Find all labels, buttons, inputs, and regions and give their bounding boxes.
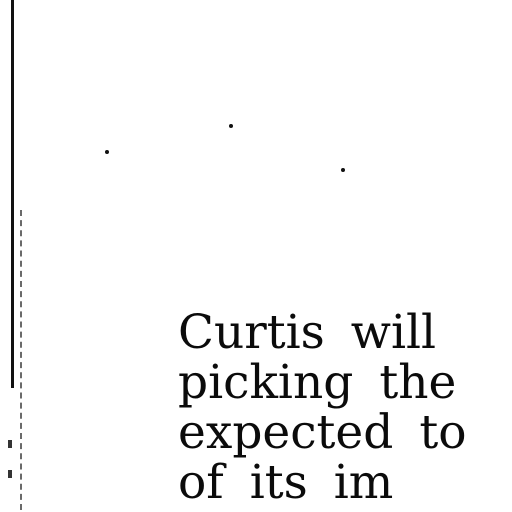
word: will bbox=[350, 305, 437, 360]
word: expected bbox=[178, 405, 394, 460]
rule-mark bbox=[8, 470, 12, 478]
text-line bbox=[178, 355, 512, 410]
word: im bbox=[333, 455, 394, 510]
column-rule-dashed bbox=[20, 210, 22, 510]
text-line bbox=[178, 405, 512, 460]
word: of bbox=[178, 455, 224, 510]
print-speck bbox=[105, 150, 109, 154]
word: the bbox=[379, 355, 457, 410]
text-line bbox=[178, 455, 512, 510]
rule-mark bbox=[8, 440, 12, 448]
text-line bbox=[178, 305, 512, 360]
article-text bbox=[178, 305, 512, 510]
print-speck bbox=[229, 124, 233, 128]
print-speck bbox=[341, 168, 345, 172]
word: its bbox=[249, 455, 308, 510]
column-rule bbox=[11, 0, 14, 388]
word: Curtis bbox=[178, 305, 325, 360]
word: to bbox=[419, 405, 467, 460]
word: picking bbox=[178, 355, 354, 410]
